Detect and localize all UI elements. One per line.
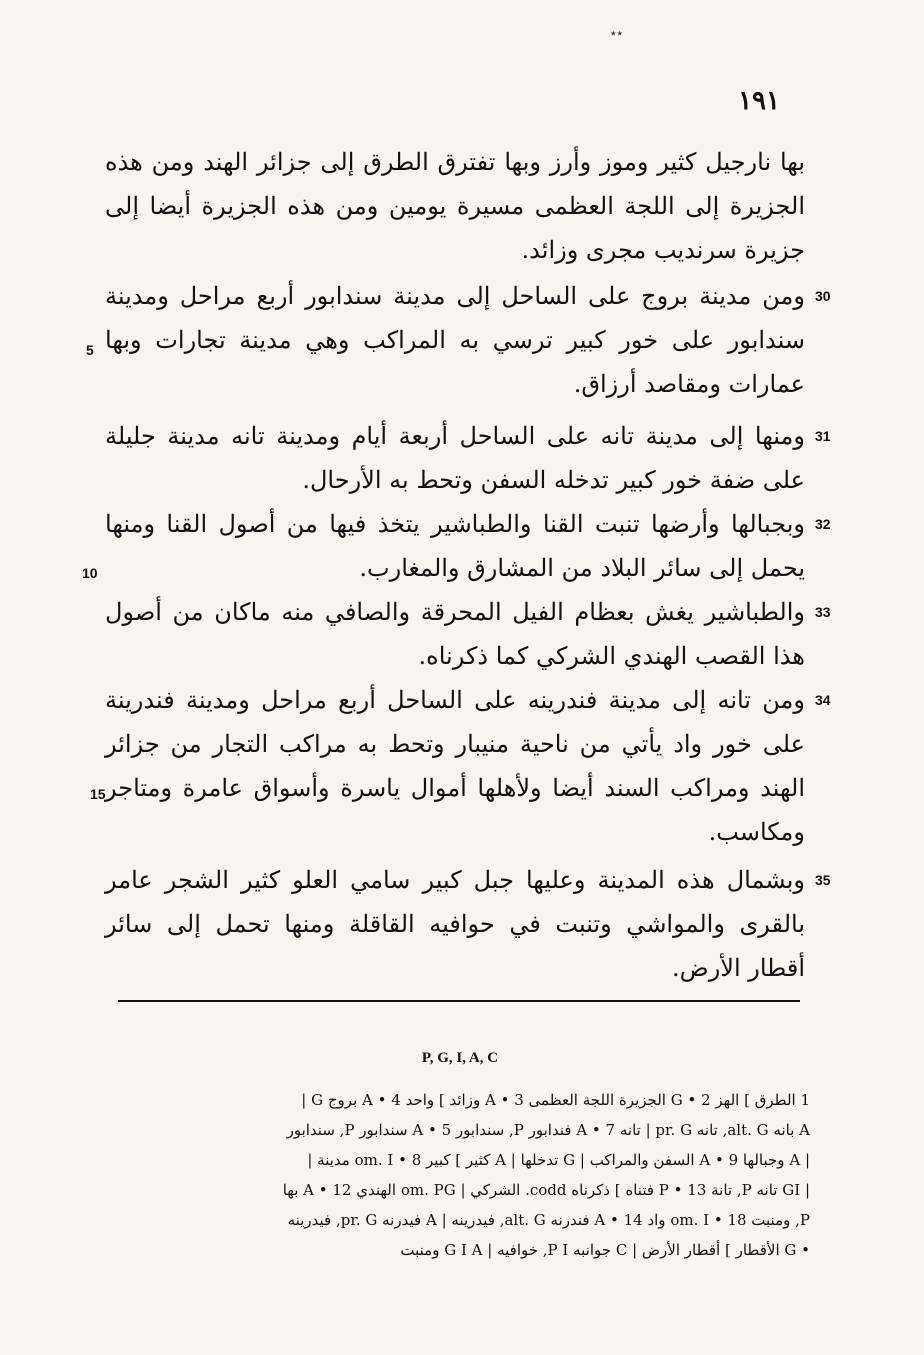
- paragraph-text: وبشمال هذه المدينة وعليها جبل كبير سامي العلو كثير الشجر عامر بالقرى والمواشي وتنبت في حوافيه القاقلة ومنها تحمل إلى سائر أقطار الأرض.: [105, 866, 806, 982]
- paragraph-number: 30: [815, 288, 831, 304]
- paragraph-text: والطباشير يغش بعظام الفيل المحرقة والصافي منه ماكان من أصول هذا القصب الهندي الشركي كما ذكرناه.: [105, 598, 805, 670]
- critical-apparatus: [118, 1085, 810, 1265]
- apparatus-line: | GI تانه P, تانة 13 • P فتناه ] ذكرناه codd. الشركي | om. PG الهندي 12 • A بها: [282, 1181, 810, 1199]
- paragraph: [105, 140, 805, 272]
- paragraph-number: 32: [815, 516, 831, 532]
- footnote-divider: [118, 1000, 800, 1002]
- apparatus-line: • G الأقطار ] أقطار الأرض | C جوانبه P I, خوافيه | G I A ومنبت: [400, 1241, 810, 1259]
- paragraph-text: وبجبالها وأرضها تنبت القنا والطباشير يتخذ فيها من أصول القنا ومنها يحمل إلى سائر البلاد من المشارق والمغارب.: [105, 510, 805, 582]
- paragraph: [105, 414, 831, 502]
- paragraph-text: بها نارجيل كثير وموز وأرز وبها تفترق الطرق إلى جزائر الهند ومن هذه الجزيرة إلى اللجة العظمى مسيرة يومين ومن هذه الجزيرة أيضا إلى جزيرة سرنديب مجرى وزائد.: [105, 148, 805, 264]
- main-text: [105, 140, 831, 990]
- page-number: ١٩١: [738, 86, 780, 116]
- apparatus-line: P, ومنبت 18 • om. I واد 14 • A فندرنه alt. G, فيدرينه | A فيدرنه pr. G, فيدرينه: [287, 1211, 810, 1229]
- paragraph: [105, 590, 831, 678]
- line-number: 10: [82, 565, 98, 581]
- paragraph-number: 33: [815, 604, 831, 620]
- paragraph-number: 31: [815, 428, 831, 444]
- paragraph-number: 35: [815, 872, 831, 888]
- paragraph: [105, 274, 831, 406]
- apparatus-line: | A وجبالها 9 • A السفن والمراكب | G تدخلها | A كثير ] كبير 8 • om. I مدينة |: [307, 1151, 810, 1169]
- paragraph-text: ومن تانه إلى مدينة فندرينه على الساحل أربع مراحل ومدينة فندرينة على خور واد يأتي من ناحية منيبار وتحط به مراكب التجار من جزائر الهند ومراكب السند أيضا ولأهلها أموال ياسرة وأسواق عامرة ومتاجر ومكاسب.: [105, 686, 805, 846]
- paragraph-text: ومن مدينة بروج على الساحل إلى مدينة سندابور أربع مراحل ومدينة سندابور على خور كبير ترسي به المراكب وهي مدينة تجارات وبها عمارات ومقاصد أرزاق.: [105, 282, 805, 398]
- manuscript-sigla: P, G, I, A, C: [421, 1050, 499, 1066]
- paragraph-text: ومنها إلى مدينة تانه على الساحل أربعة أيام ومدينة تانه مدينة جليلة على ضفة خور كبير تدخله السفن وتحط به الأرحال.: [105, 422, 805, 494]
- top-ink-mark: ٭٭: [610, 26, 624, 40]
- apparatus-line: A بانه alt. G, تانه pr. G | تانه 7 • A فندابور P, سندابور 5 • A سندابور P, سندابور: [286, 1121, 810, 1139]
- paragraph-number: 34: [815, 692, 831, 708]
- paragraph: [105, 502, 831, 590]
- paragraph: [105, 858, 831, 990]
- apparatus-line: 1 الطرق ] الهز G • 2 الجزيرة اللجة العظمى A • 3 وزائد ] واحد A • 4 بروج G |: [301, 1091, 810, 1109]
- paragraph: [105, 678, 831, 854]
- line-number: 5: [86, 342, 94, 358]
- line-number: 15: [90, 786, 106, 802]
